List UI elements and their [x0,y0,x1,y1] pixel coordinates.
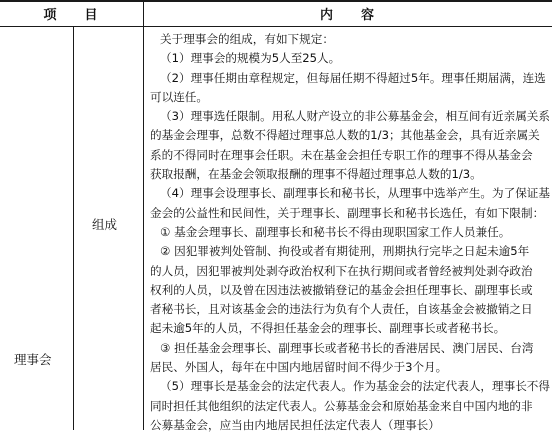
header-content-label: 内 容 [319,7,377,23]
content-line: 同时担任其他组织的法定代表人。公募基金会和原始基金来自中国内地的非 [150,398,533,413]
content-line: 公募基金会，应当由内地居民担任法定代表人（理事长） [150,417,440,432]
content-line: ① 基金会理事长、副理事长和秘书长不得由现职国家工作人员兼任。 [160,224,511,239]
content-line: 的基金会理事，总数不得超过理事总人数的1/3；其他基金会，具有近亲属关 [150,128,540,143]
content-line: ③ 担任基金会理事长、副理事长或者秘书长的香港居民、澳门居民、台湾 [160,340,534,355]
header-item-cell [0,0,143,26]
content-line: 的人员，因犯罪被判处剥夺政治权利下在执行期间或者曾经被判处剥夺政治 [150,263,533,278]
content-line: 者秘书长，且对该基金会的违法行为负有个人责任，自该基金会被撤销之日 [150,302,533,317]
header-item-label: 项 目 [43,7,100,23]
content-line: （2）理事任期由章程规定，但每届任期不得超过5年。理事任期届满，连选 [160,70,546,85]
content-line: （5）理事长是基金会的法定代表人。作为基金会的法定代表人，理事长不得 [160,379,550,394]
content-line: 金会的公益性和民间性，关于理事长、副理事长和秘书长选任，有如下限制： [150,205,545,220]
content-line: 系的不得同时在理事会任职。未在基金会担任专职工作的理事不得从基金会 [150,147,533,162]
content-line: （3）理事选任限制。用私人财产设立的非公募基金会，相互间有近亲属关系 [160,109,550,124]
subcategory-label: 组成 [92,217,118,232]
content-line: 获取报酬，在基金会领取报酬的理事不得超过理事总人数的1/3。 [150,167,482,182]
header-divider [0,26,552,27]
content-line: ② 因犯罪被判处管制、拘役或者有期徒刑，刑期执行完毕之日起未逾5年 [160,244,530,259]
content-cell [150,30,550,435]
content-line: 可以连任。 [150,89,208,104]
content-line: 起未逾5年的人员，不得担任基金会的理事长、副理事长或者秘书长。 [150,321,506,336]
content-line: 居民、外国人，每年在中国内地居留时间不得少于3个月。 [150,360,448,375]
content-line: 权利的人员，以及曾在因违法被撤销登记的基金会担任理事长、副理事长或 [150,282,533,297]
column-divider-sub [73,27,74,430]
content-line: （4）理事会设理事长、副理事长和秘书长，从理事中选举产生。为了保证基 [160,186,550,201]
content-line: 关于理事会的组成，有如下规定： [160,32,334,46]
content-line: （1）理事会的规模为5人至25人。 [160,51,341,66]
column-divider-main [143,0,144,430]
header-content-cell [144,0,552,26]
category-label: 理事会 [14,352,52,367]
